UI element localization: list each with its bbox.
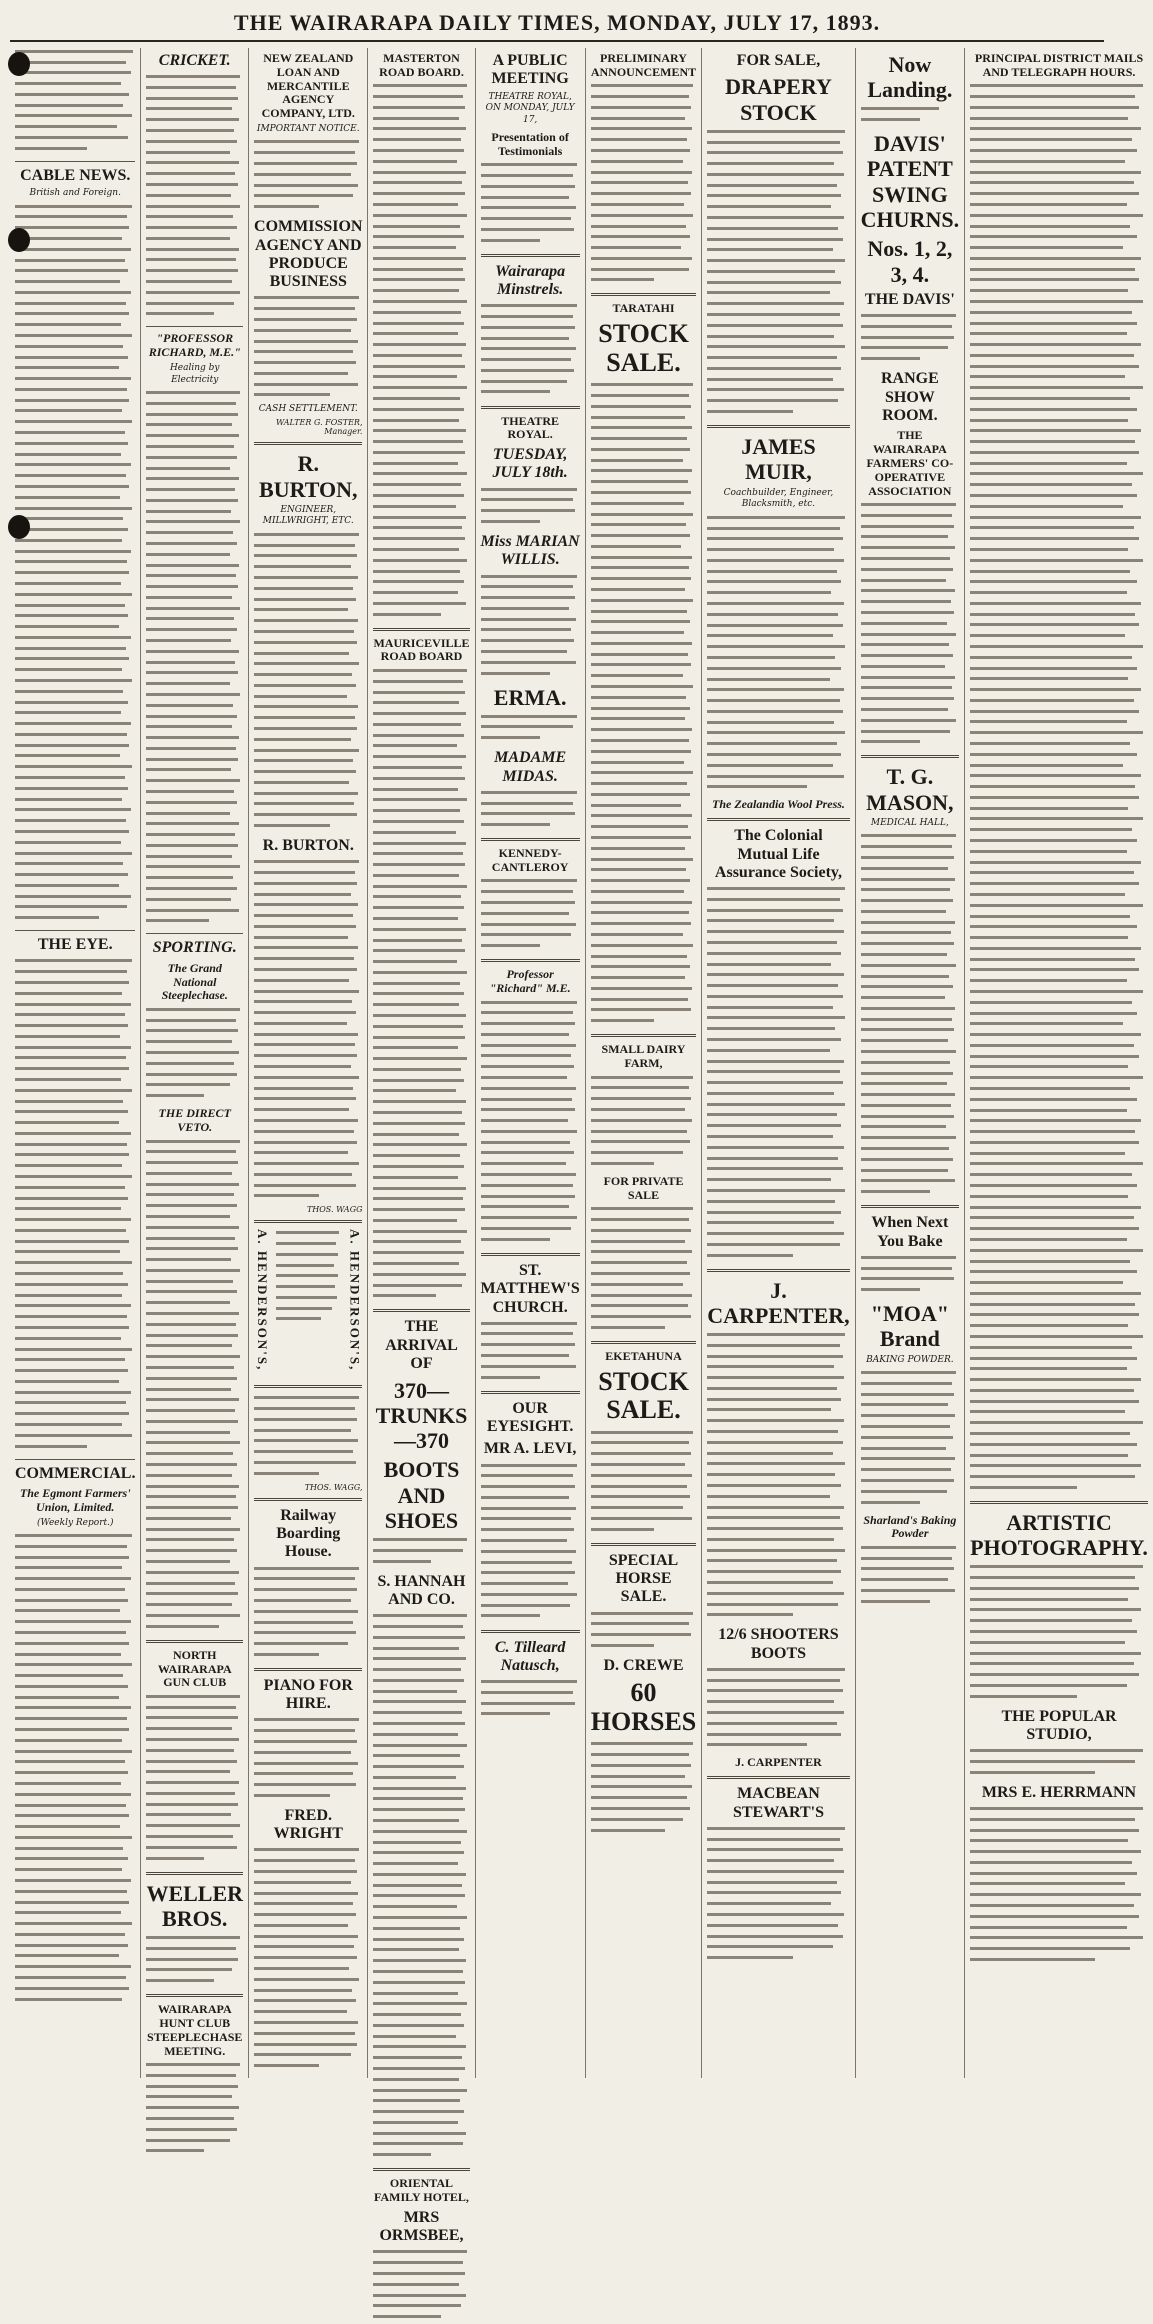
subheading-medical-hall: MEDICAL HALL,: [870, 817, 949, 828]
heading-r-burton-2: R. BURTON.: [262, 837, 354, 855]
heading-d-crewe: D. CREWE: [603, 1656, 684, 1674]
text-block: [591, 1429, 697, 1537]
subheading-weekly-report: (Weekly Report.): [36, 1517, 114, 1528]
heading-davis-patent: DAVIS' PATENT SWING CHURNS.: [860, 131, 960, 233]
subheading-coachbuilder: Coachbuilder, Engineer, Blacksmith, etc.: [723, 487, 834, 510]
text-block: [970, 1805, 1148, 1967]
column-6: [586, 48, 703, 2078]
text-block: [707, 514, 849, 794]
heading-s-hannah: S. HANNAH AND CO.: [377, 1572, 466, 1609]
text-block: [970, 83, 1148, 1495]
text-block: [591, 1074, 697, 1171]
heading-hunt-club: WAIRARAPA HUNT CLUB STEEPLECHASE MEETING.: [147, 2002, 243, 2058]
heading-railway-boarding: Railway Boarding House.: [276, 1506, 341, 1561]
heading-marian-willis: Miss MARIAN WILLIS.: [480, 533, 580, 569]
text-block: [146, 1693, 243, 1866]
text-block: [146, 1138, 243, 1634]
signature-foster: WALTER G. FOSTER, Manager.: [275, 418, 363, 437]
text-block: [481, 999, 580, 1247]
heading-j-carpenter: J. CARPENTER,: [707, 1277, 850, 1328]
text-block: [970, 1747, 1148, 1779]
text-block: [481, 1678, 580, 1721]
heading-macbean-stewart: MACBEAN STEWART'S: [732, 1785, 824, 1821]
text-block: [591, 1610, 697, 1653]
text-block: [254, 858, 362, 1203]
heading-nos-1-4: Nos. 1, 2, 3, 4.: [867, 236, 953, 287]
subheading-important-notice: IMPORTANT NOTICE.: [256, 123, 360, 134]
text-block: [254, 1847, 362, 2073]
text-block: [861, 1544, 959, 1609]
text-block: [707, 1825, 849, 1965]
heading-r-burton: R. BURTON,: [259, 451, 358, 502]
subheading-theatre-royal-monday: THEATRE ROYAL, ON MONDAY, JULY 17,: [485, 91, 575, 126]
heading-popular-studio: THE POPULAR STUDIO,: [1001, 1707, 1117, 1744]
text-block: [861, 312, 959, 366]
heading-commission-agency: COMMISSION AGENCY AND PRODUCE BUSINESS: [254, 218, 363, 291]
text-block: [146, 1934, 243, 1988]
heading-370-trunks: 370—TRUNKS—370: [375, 1377, 468, 1454]
column-9: [965, 48, 1153, 2078]
column-3: [249, 48, 368, 2078]
heading-the-eye: THE EYE.: [37, 936, 113, 954]
subheading-healing-electricity: Healing by Electricity: [169, 362, 220, 385]
heading-tg-mason: T. G. MASON,: [866, 764, 954, 815]
heading-egmont-farmers-union: The Egmont Farmers' Union, Limited.: [19, 1485, 131, 1514]
heading-j-carpenter-2: J. CARPENTER: [735, 1755, 822, 1770]
text-block: [373, 1536, 469, 1568]
text-block: [254, 531, 362, 833]
heading-stock-sale: STOCK SALE.: [598, 319, 689, 377]
text-block: [591, 1206, 697, 1335]
text-block: [707, 1331, 849, 1622]
text-block: [146, 389, 243, 928]
text-block: [146, 1006, 243, 1103]
signature-wagg: THOS. WAGG: [306, 1205, 363, 1215]
text-block: [861, 1369, 959, 1509]
heading-commercial: COMMERCIAL.: [15, 1464, 136, 1482]
heading-arrival-of: THE ARRIVAL OF: [385, 1318, 458, 1373]
heading-taratahi: TARATAHI: [612, 301, 675, 316]
text-block: [707, 1666, 849, 1752]
heading-fred-wright: FRED. WRIGHT: [273, 1806, 343, 1843]
heading-boots-shoes: BOOTS AND SHOES: [383, 1457, 460, 1533]
text-block: [481, 878, 580, 953]
heading-for-private-sale: FOR PRIVATE SALE: [603, 1173, 684, 1202]
heading-range-show-room: RANGE SHOW ROOM.: [880, 370, 939, 425]
heading-60-horses: 60 HORSES: [590, 1678, 697, 1736]
heading-tuesday-july-18: TUESDAY, JULY 18th.: [492, 446, 568, 482]
signature-thos-wagg: THOS. WAGG,: [304, 1482, 363, 1492]
heading-artistic-photography: ARTISTIC PHOTOGRAPHY.: [970, 1509, 1148, 1561]
text-block: [481, 1320, 580, 1385]
heading-kennedy-cantleroy: KENNEDY-CANTLEROY: [491, 846, 569, 874]
text-block: [254, 295, 362, 403]
text-block: [481, 1462, 580, 1624]
text-block: [707, 885, 849, 1262]
text-block: [15, 203, 135, 925]
column-2: [141, 48, 249, 2078]
text-block: [861, 106, 959, 128]
heading-now-landing: Now Landing.: [867, 52, 953, 103]
subheading-engineer-millwright: ENGINEER, MILLWRIGHT, ETC.: [262, 504, 354, 527]
heading-district-mails: PRINCIPAL DISTRICT MAILS AND TELEGRAPH HOURS.: [974, 51, 1144, 79]
heading-presentation-testimonials: Presentation of Testimonials: [491, 129, 569, 158]
heading-mauriceville-road-board: MAURICEVILLE ROAD BOARD: [373, 635, 470, 664]
subheading-british-foreign: British and Foreign.: [29, 188, 121, 199]
heading-eketahuna: EKETAHUNA: [605, 1348, 682, 1363]
subheading-cash-settlement: CASH SETTLEMENT.: [258, 403, 358, 414]
heading-weller-bros: WELLER BROS.: [146, 1880, 244, 1931]
text-block: [373, 2249, 469, 2324]
heading-direct-veto: THE DIRECT VETO.: [158, 1106, 231, 1134]
heading-mr-a-levi: MR A. LEVI,: [483, 1440, 577, 1458]
henderson-vertical-right: A. HENDERSON'S,: [347, 1229, 363, 1372]
text-block: [373, 1612, 469, 2162]
text-block: [481, 486, 580, 529]
text-block: [481, 302, 580, 399]
text-block: [276, 1229, 341, 1379]
heading-drapery-stock: DRAPERY STOCK: [725, 74, 832, 125]
heading-masterton-road-board: MASTERTON ROAD BOARD.: [379, 51, 464, 79]
heading-piano-for-hire: PIANO FOR HIRE.: [263, 1676, 353, 1713]
heading-cable-news: CABLE NEWS.: [20, 166, 131, 184]
ink-blot: [8, 228, 30, 252]
heading-cricket: CRICKET.: [158, 52, 231, 69]
subheading-baking-powder: BAKING POWDER.: [866, 1354, 954, 1365]
heading-nz-loan: NEW ZEALAND LOAN AND MERCANTILE AGENCY COMPANY, LTD.: [261, 51, 355, 121]
ink-blot: [8, 52, 30, 76]
column-1: [10, 48, 141, 2078]
text-block: [15, 48, 135, 156]
text-block: [481, 713, 580, 745]
heading-shooters-boots: 12/6 SHOOTERS BOOTS: [718, 1626, 839, 1662]
text-block: [970, 1564, 1148, 1704]
text-block: [591, 1741, 697, 1838]
heading-james-muir: JAMES MUIR,: [741, 434, 816, 485]
text-block: [15, 958, 135, 1454]
text-block: [481, 789, 580, 832]
text-block: [254, 1565, 362, 1662]
heading-madame-midas: MADAME MIDAS.: [494, 749, 567, 785]
text-block: [373, 667, 469, 1303]
column-4: [368, 48, 475, 2245]
column-7: [702, 48, 855, 2078]
heading-our-eyesight: OUR EYESIGHT.: [486, 1399, 574, 1436]
heading-wairarapa-minstrels: Wairarapa Minstrels.: [495, 262, 566, 299]
heading-professor-richard: "PROFESSOR RICHARD, M.E.": [148, 331, 241, 360]
text-block: [15, 1532, 135, 2006]
masthead-title: THE WAIRARAPA DAILY TIMES, MONDAY, JULY 17, 1893.: [10, 6, 1104, 42]
heading-erma: ERMA.: [493, 684, 567, 710]
heading-the-davis: THE DAVIS': [864, 290, 955, 308]
text-block: [861, 501, 959, 749]
heading-sporting: SPORTING.: [152, 939, 237, 957]
heading-grand-national: The Grand National Steeplechase.: [161, 960, 228, 1003]
heading-stock-sale-2: STOCK SALE.: [598, 1366, 689, 1425]
heading-st-matthews: ST. MATTHEW'S CHURCH.: [480, 1261, 580, 1316]
text-block: [373, 83, 469, 622]
text-block: [146, 2061, 243, 2158]
text-block: [146, 73, 243, 321]
heading-for-sale: FOR SALE,: [736, 52, 821, 69]
heading-gun-club: NORTH WAIRARAPA GUN CLUB: [157, 1647, 232, 1690]
heading-when-next-you-bake: When Next You Bake: [871, 1214, 949, 1250]
text-block: [591, 83, 697, 288]
heading-mrs-herrmann: MRS E. HERRMANN: [981, 1783, 1137, 1801]
heading-preliminary-announcement: PRELIMINARY ANNOUNCEMENT: [590, 51, 697, 79]
text-block: [481, 161, 580, 247]
heading-oriental-hotel: ORIENTAL FAMILY HOTEL,: [374, 2176, 469, 2205]
heading-moa-brand: "MOA" Brand: [870, 1301, 949, 1352]
columns: [10, 48, 1148, 2245]
heading-zealandia-wool-press: The Zealandia Wool Press.: [712, 797, 845, 812]
text-block: [254, 1394, 362, 1480]
heading-colonial-mutual: The Colonial Mutual Life Assurance Society,: [714, 827, 843, 881]
heading-theatre-royal: THEATRE ROYAL.: [501, 413, 560, 442]
heading-small-dairy-farm: SMALL DAIRY FARM,: [601, 1042, 686, 1071]
column-8: [856, 48, 965, 2078]
heading-special-horse-sale: SPECIAL HORSE SALE.: [608, 1551, 679, 1606]
text-block: [591, 381, 697, 1028]
text-block: [254, 1717, 362, 1803]
text-block: [707, 128, 849, 419]
text-block: [861, 833, 959, 1200]
text-block: [861, 1254, 959, 1297]
heading-professor-richard-ad: Professor "Richard" M.E.: [489, 967, 571, 995]
text-block: [481, 573, 580, 681]
text-block: [254, 139, 362, 214]
heading-farmers-coop: THE WAIRARAPA FARMERS' CO-OPERATIVE ASSOCIATION: [866, 428, 954, 498]
henderson-box: [254, 1229, 362, 1379]
heading-sharlands-baking-powder: Sharland's Baking Powder: [863, 1512, 957, 1541]
heading-public-meeting: A PUBLIC MEETING: [491, 52, 569, 88]
heading-tilleard-natusch: C. Tilleard Natusch,: [494, 1638, 566, 1674]
henderson-vertical-left: A. HENDERSON'S,: [255, 1229, 271, 1372]
heading-mrs-ormsbee: MRS ORMSBEE,: [379, 2208, 464, 2245]
ink-blot: [8, 515, 30, 539]
column-5: [476, 48, 586, 2078]
